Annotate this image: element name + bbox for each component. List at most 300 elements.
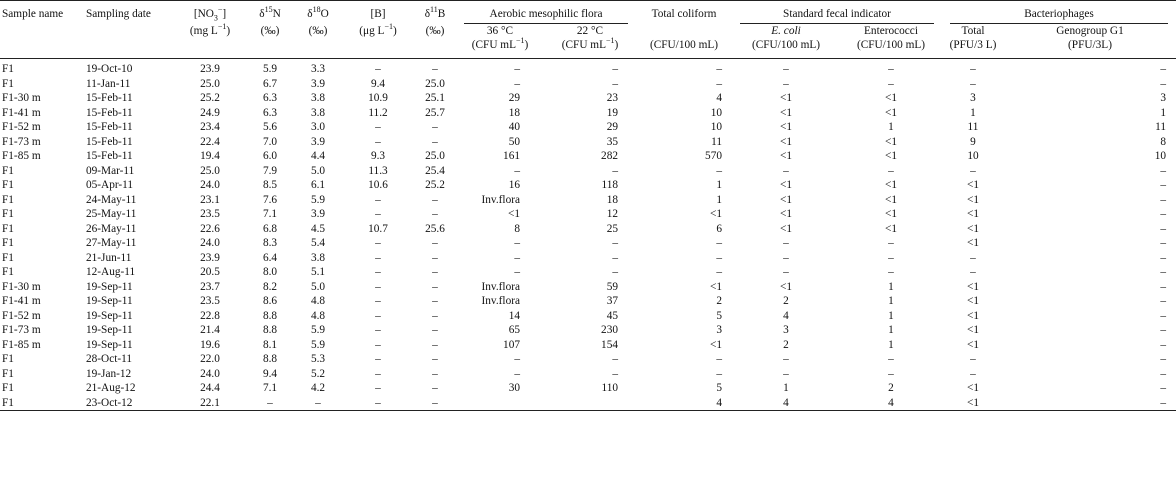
cell-d11b: 25.4 [425, 164, 445, 177]
cell-aerobic-36: Inv.flora [481, 280, 520, 293]
cell-boron: 11.2 [368, 106, 388, 119]
cell-sample-name: F1 [2, 382, 14, 394]
cell-d11b: – [432, 309, 438, 322]
cell-ecoli: 3 [783, 324, 789, 336]
cell-sample-name: F1 [2, 208, 14, 220]
cell-total-coliform: <1 [709, 280, 722, 293]
cell-ecoli: 2 [783, 295, 789, 307]
cell-phage-total: <1 [966, 179, 980, 191]
cell-d15n: 6.0 [262, 150, 278, 162]
table-row [0, 91, 1176, 106]
cell-ecoli: <1 [779, 121, 793, 133]
cell-nitrate: 22.8 [200, 309, 220, 322]
cell-sample-name: F1 [2, 193, 14, 206]
cell-ecoli: 2 [783, 338, 789, 351]
cell-enterococci: 1 [888, 309, 894, 322]
cell-boron: – [375, 295, 381, 307]
table-row [0, 352, 1176, 367]
cell-ecoli: – [783, 164, 789, 177]
cell-d18o: 5.4 [310, 237, 326, 249]
cell-d11b: – [432, 135, 438, 148]
cell-sampling-date: 24-May-11 [86, 193, 137, 206]
cell-total-coliform: – [716, 353, 722, 365]
cell-d11b: – [432, 280, 438, 293]
cell-d11b: – [432, 338, 438, 351]
cell-nitrate: 23.4 [200, 121, 220, 133]
unit-d15n: (‰) [260, 25, 280, 37]
cell-aerobic-36: Inv.flora [481, 193, 520, 206]
cell-boron: 9.4 [370, 77, 386, 90]
cell-boron: – [375, 367, 381, 380]
cell-phage-g1: – [1160, 222, 1167, 235]
cell-aerobic-22: 29 [606, 121, 618, 133]
header-aerobic-36: 36 °C (CFU $mL^{-1}$) [471, 25, 529, 51]
cell-ecoli: 1 [783, 382, 789, 394]
cell-aerobic-36: 65 [508, 324, 520, 336]
header-sampling-date: Sampling date [86, 8, 151, 20]
cell-aerobic-36: 8 [514, 222, 520, 235]
cell-phage-g1: – [1160, 193, 1167, 206]
cell-d18o: 4.5 [310, 222, 326, 235]
cell-aerobic-36: 107 [503, 338, 520, 351]
cell-d15n: – [246, 396, 294, 411]
cell-enterococci: 1 [888, 324, 894, 336]
cell-d15n: 6.8 [262, 222, 278, 235]
cell-enterococci: – [888, 367, 894, 380]
cell-boron: – [375, 63, 381, 75]
cell-d18o: 5.1 [310, 266, 326, 278]
cell-ecoli: <1 [779, 150, 793, 162]
cell-aerobic-36: – [514, 237, 520, 249]
cell-ecoli: <1 [779, 92, 793, 104]
cell-sampling-date: 19-Sep-11 [86, 280, 133, 293]
cell-enterococci: <1 [884, 135, 898, 148]
cell-nitrate: 23.5 [200, 208, 220, 220]
table-row [0, 120, 1176, 135]
cell-sampling-date: 21-Jun-11 [86, 251, 132, 264]
cell-d18o: 5.9 [310, 193, 326, 206]
cell-d15n: 8.8 [262, 353, 278, 365]
cell-aerobic-22 [544, 396, 636, 411]
cell-sampling-date: 19-Jan-12 [86, 367, 132, 380]
cell-aerobic-36: – [514, 367, 520, 380]
table-body [0, 59, 1176, 411]
cell-d11b: 25.0 [425, 77, 445, 90]
cell-aerobic-22: 59 [606, 280, 618, 293]
header-ecoli: E. coli (CFU/100 mL) [751, 25, 821, 51]
cell-phage-total: – [970, 77, 976, 90]
cell-nitrate: 24.0 [200, 179, 220, 191]
cell-ecoli: – [783, 367, 789, 380]
cell-ecoli: <1 [779, 193, 793, 206]
cell-enterococci: <1 [884, 106, 898, 119]
cell-aerobic-22: 19 [606, 106, 618, 119]
cell-ecoli: – [783, 251, 789, 264]
cell-d18o: 6.1 [310, 179, 326, 191]
cell-d18o: 4.8 [310, 309, 326, 322]
cell-sample-name: F1 [2, 222, 14, 235]
header-group-fecal: Standard fecal indicator [732, 1, 942, 25]
cell-aerobic-36: – [514, 63, 520, 75]
cell-nitrate: 23.5 [200, 295, 220, 307]
cell-enterococci: <1 [884, 150, 898, 162]
cell-d11b: 25.6 [425, 222, 445, 235]
cell-aerobic-36: 30 [508, 382, 520, 394]
cell-sampling-date: 19-Sep-11 [86, 295, 133, 307]
cell-total-coliform: <1 [709, 208, 722, 220]
table-row [0, 178, 1176, 193]
cell-sampling-date: 28-Oct-11 [86, 353, 133, 365]
cell-ecoli: <1 [779, 106, 793, 119]
cell-sample-name: F1-30 m [2, 280, 41, 293]
cell-d18o: 3.0 [310, 121, 326, 133]
cell-enterococci: – [888, 237, 894, 249]
cell-aerobic-22: – [612, 63, 618, 75]
cell-aerobic-22: 12 [606, 208, 618, 220]
cell-d15n: 9.4 [262, 367, 278, 380]
cell-aerobic-36: – [514, 353, 520, 365]
cell-sampling-date: 19-Sep-11 [86, 338, 133, 351]
cell-sampling-date: 26-May-11 [86, 222, 137, 235]
cell-ecoli: – [783, 63, 789, 75]
cell-nitrate: 25.0 [200, 164, 220, 177]
cell-sample-name: F1 [0, 396, 84, 411]
header-group-phage: Bacteriophages [942, 1, 1176, 25]
cell-ecoli: 4 [783, 309, 789, 322]
cell-nitrate: 20.5 [200, 266, 220, 278]
table-row [0, 381, 1176, 396]
cell-sample-name: F1 [2, 251, 14, 264]
cell-phage-g1: 8 [1160, 135, 1167, 148]
cell-nitrate: 23.1 [200, 193, 220, 206]
cell-nitrate: 19.6 [200, 338, 220, 351]
cell-aerobic-36: Inv.flora [481, 295, 520, 307]
cell-phage-total: <1 [966, 309, 980, 322]
cell-nitrate: 23.9 [200, 251, 220, 264]
cell-nitrate: 23.7 [200, 280, 220, 293]
cell-total-coliform: 2 [716, 295, 722, 307]
cell-ecoli: <1 [779, 280, 793, 293]
cell-phage-total: – [970, 251, 976, 264]
header-d11b: $\delta^{11}B$ [424, 5, 446, 20]
cell-aerobic-36: 40 [508, 121, 520, 133]
cell-ecoli: – [783, 237, 789, 249]
cell-sample-name: F1-41 m [2, 106, 41, 119]
cell-aerobic-22: – [612, 251, 618, 264]
cell-boron: 10.9 [368, 92, 388, 104]
header-phage-total: Total (PFU/3 L) [949, 25, 997, 51]
cell-sample-name: F1 [2, 63, 14, 75]
cell-d18o: – [294, 396, 342, 411]
cell-sampling-date: 15-Feb-11 [86, 121, 133, 133]
cell-aerobic-36: 29 [508, 92, 520, 104]
cell-sample-name: F1-52 m [2, 121, 41, 133]
cell-phage-total: – [970, 266, 976, 278]
cell-ecoli: <1 [779, 135, 793, 148]
cell-total-coliform: 1 [716, 193, 722, 206]
cell-nitrate: 24.9 [200, 106, 220, 119]
cell-boron: – [375, 251, 381, 264]
cell-d15n: 8.5 [262, 179, 278, 191]
table-row [0, 396, 1176, 411]
cell-enterococci: – [888, 266, 894, 278]
cell-total-coliform: 4 [716, 92, 722, 104]
cell-sampling-date: 15-Feb-11 [86, 135, 133, 148]
header-nitrate: $[NO_3^-]$ [193, 5, 227, 23]
cell-d18o: 5.9 [310, 338, 326, 351]
cell-total-coliform: 6 [716, 222, 722, 235]
cell-sample-name: F1-85 m [2, 338, 41, 351]
cell-boron: – [375, 208, 381, 220]
cell-boron: – [375, 324, 381, 336]
cell-enterococci: 4 [840, 396, 942, 411]
cell-phage-g1: – [1160, 208, 1167, 220]
unit-boron: (μg $L^{-1}$) [359, 22, 397, 37]
table-row [0, 135, 1176, 150]
cell-phage-g1: – [1160, 266, 1167, 278]
cell-ecoli: – [783, 266, 789, 278]
header-sample-name: Sample name [2, 8, 64, 20]
table-row [0, 309, 1176, 324]
cell-total-coliform: 4 [636, 396, 732, 411]
cell-total-coliform: 3 [716, 324, 722, 336]
cell-phage-total: – [970, 353, 976, 365]
table-row [0, 149, 1176, 164]
cell-enterococci: – [888, 251, 894, 264]
cell-d18o: 3.3 [310, 63, 326, 75]
cell-aerobic-22: – [612, 367, 618, 380]
unit-d18o: (‰) [308, 25, 328, 37]
cell-aerobic-22: 23 [606, 92, 618, 104]
cell-aerobic-22: 35 [606, 135, 618, 148]
cell-phage-g1: – [1160, 179, 1167, 191]
cell-nitrate: 22.4 [200, 135, 220, 148]
cell-phage-total: <1 [966, 193, 980, 206]
cell-aerobic-36: – [514, 77, 520, 90]
cell-sample-name: F1-52 m [2, 309, 41, 322]
cell-enterococci: 1 [888, 338, 894, 351]
cell-d15n: 6.7 [262, 77, 278, 90]
cell-ecoli: – [783, 77, 789, 90]
cell-aerobic-22: 37 [606, 295, 618, 307]
header-total-coliform: Total coliform [651, 8, 717, 20]
cell-phage-total: 11 [967, 121, 979, 133]
cell-ecoli: <1 [779, 208, 793, 220]
cell-d11b: – [432, 353, 438, 365]
cell-aerobic-22: 282 [601, 150, 618, 162]
cell-aerobic-36: – [514, 164, 520, 177]
cell-d11b: 25.7 [425, 106, 445, 119]
cell-d15n: 6.3 [262, 92, 278, 104]
cell-phage-total: <1 [966, 382, 980, 394]
cell-sampling-date: 05-Apr-11 [86, 179, 134, 191]
cell-d15n: 6.4 [262, 251, 278, 264]
cell-total-coliform: 1 [716, 179, 722, 191]
cell-total-coliform: – [716, 251, 722, 264]
table-row [0, 265, 1176, 280]
cell-enterococci: – [888, 77, 894, 90]
header-boron: [B] [370, 8, 386, 20]
cell-nitrate: 24.4 [200, 382, 220, 394]
cell-sampling-date: 21-Aug-12 [86, 382, 136, 394]
table-row [0, 251, 1176, 266]
table-row [0, 323, 1176, 338]
cell-nitrate: 25.2 [200, 92, 220, 104]
cell-d11b: – [432, 266, 438, 278]
cell-phage-g1: – [1160, 63, 1167, 75]
cell-sample-name: F1 [2, 367, 14, 380]
cell-d18o: 5.9 [310, 324, 326, 336]
cell-sample-name: F1-30 m [2, 92, 41, 104]
cell-phage-total: <1 [966, 237, 980, 249]
cell-enterococci: <1 [884, 222, 898, 235]
cell-d15n: 8.0 [262, 266, 278, 278]
cell-d15n: 7.1 [262, 382, 278, 394]
cell-enterococci: – [888, 63, 894, 75]
cell-d11b: – [432, 121, 438, 133]
cell-total-coliform: – [716, 77, 722, 90]
cell-phage-total: <1 [966, 324, 980, 336]
header-phage-g1: Genogroup G1 (PFU/3L) [1056, 25, 1124, 51]
cell-d18o: 3.9 [310, 135, 326, 148]
cell-phage-total: <1 [942, 396, 1004, 411]
cell-phage-g1: – [1160, 353, 1167, 365]
table-row [0, 338, 1176, 353]
cell-total-coliform: – [716, 367, 722, 380]
cell-aerobic-22: 25 [606, 222, 618, 235]
cell-boron: – [375, 309, 381, 322]
cell-enterococci: <1 [884, 179, 898, 191]
cell-aerobic-22: – [612, 266, 618, 278]
cell-total-coliform: – [716, 237, 722, 249]
cell-nitrate: 19.4 [200, 150, 220, 162]
cell-enterococci: – [888, 164, 894, 177]
cell-d15n: 8.2 [262, 280, 278, 293]
cell-aerobic-22: – [612, 237, 618, 249]
cell-sample-name: F1 [2, 266, 14, 278]
cell-total-coliform: <1 [709, 338, 722, 351]
cell-boron: – [375, 280, 381, 293]
cell-d11b: – [414, 396, 456, 411]
cell-enterococci: 1 [888, 121, 894, 133]
cell-phage-g1: – [1160, 367, 1167, 380]
cell-boron: – [375, 266, 381, 278]
cell-d18o: 5.0 [310, 164, 326, 177]
table-row [0, 193, 1176, 208]
cell-phage-total: – [970, 367, 976, 380]
cell-d11b: – [432, 208, 438, 220]
cell-phage-g1: – [1160, 164, 1167, 177]
cell-phage-g1: – [1004, 396, 1176, 411]
cell-enterococci: – [888, 353, 894, 365]
cell-d18o: 5.0 [310, 280, 326, 293]
unit-d11b: (‰) [425, 25, 445, 37]
cell-phage-g1: – [1160, 237, 1167, 249]
cell-phage-total: – [970, 164, 976, 177]
cell-phage-g1: – [1160, 309, 1167, 322]
cell-phage-total: <1 [966, 338, 980, 351]
cell-enterococci: 1 [888, 295, 894, 307]
cell-d11b: 25.2 [425, 179, 445, 191]
cell-enterococci: <1 [884, 92, 898, 104]
cell-boron: – [375, 382, 381, 394]
header-enterococci: Enterococci (CFU/100 mL) [856, 25, 926, 51]
table-row [0, 294, 1176, 309]
cell-d15n: 8.8 [262, 324, 278, 336]
cell-d18o: 3.8 [310, 92, 326, 104]
cell-nitrate: 23.9 [200, 63, 220, 75]
header-aerobic-22: 22 °C (CFU $mL^{-1}$) [561, 25, 619, 51]
cell-phage-g1: – [1160, 251, 1167, 264]
cell-nitrate: 21.4 [200, 324, 220, 336]
cell-sample-name: F1-41 m [2, 295, 41, 307]
cell-boron: 9.3 [370, 150, 386, 162]
cell-sampling-date: 15-Feb-11 [86, 106, 133, 119]
cell-boron: 10.6 [368, 179, 388, 191]
cell-total-coliform: – [716, 63, 722, 75]
cell-d11b: – [432, 237, 438, 249]
cell-d11b: – [432, 295, 438, 307]
cell-phage-g1: – [1160, 295, 1167, 307]
cell-nitrate: 24.0 [200, 367, 220, 380]
cell-aerobic-36: 18 [508, 106, 520, 119]
cell-aerobic-22: 110 [601, 382, 618, 394]
table-row [0, 236, 1176, 251]
cell-aerobic-36: 50 [508, 135, 520, 148]
cell-sampling-date: 15-Feb-11 [86, 150, 133, 162]
table-row [0, 164, 1176, 179]
cell-ecoli: <1 [779, 179, 793, 191]
header-d15n: $\delta^{15}N$ [259, 5, 281, 20]
cell-boron: – [375, 338, 381, 351]
cell-sampling-date: 19-Oct-10 [86, 63, 133, 75]
table-row [0, 367, 1176, 382]
cell-enterococci: 2 [888, 382, 894, 394]
cell-phage-g1: 10 [1154, 150, 1167, 162]
cell-d11b: – [432, 382, 438, 394]
cell-d15n: 8.1 [262, 338, 278, 351]
cell-enterococci: 1 [888, 280, 894, 293]
cell-phage-total: <1 [966, 222, 980, 235]
cell-aerobic-22: 45 [606, 309, 618, 322]
cell-enterococci: <1 [884, 193, 898, 206]
cell-phage-total: 3 [970, 92, 976, 104]
cell-sample-name: F1 [2, 77, 14, 90]
cell-ecoli: 4 [732, 396, 840, 411]
cell-d11b: – [432, 251, 438, 264]
cell-aerobic-36: 161 [503, 150, 520, 162]
header-group-aerobic: Aerobic mesophilic flora [456, 1, 636, 25]
cell-boron: – [375, 353, 381, 365]
cell-d11b: – [432, 193, 438, 206]
cell-aerobic-36: – [514, 251, 520, 264]
cell-sampling-date: 15-Feb-11 [86, 92, 133, 104]
cell-phage-total: 1 [970, 106, 976, 119]
cell-aerobic-22: 118 [601, 179, 618, 191]
cell-total-coliform: – [716, 266, 722, 278]
cell-aerobic-22: 230 [601, 324, 618, 336]
cell-sample-name: F1-85 m [2, 150, 41, 162]
cell-d15n: 8.6 [262, 295, 278, 307]
table-row [0, 280, 1176, 295]
cell-phage-total: 10 [967, 150, 979, 162]
cell-boron: 11.3 [368, 164, 388, 177]
cell-phage-g1: 11 [1155, 121, 1167, 133]
cell-aerobic-22: 18 [606, 193, 618, 206]
cell-aerobic-22: – [612, 77, 618, 90]
table-row [0, 77, 1176, 92]
cell-sampling-date: 25-May-11 [86, 208, 137, 220]
